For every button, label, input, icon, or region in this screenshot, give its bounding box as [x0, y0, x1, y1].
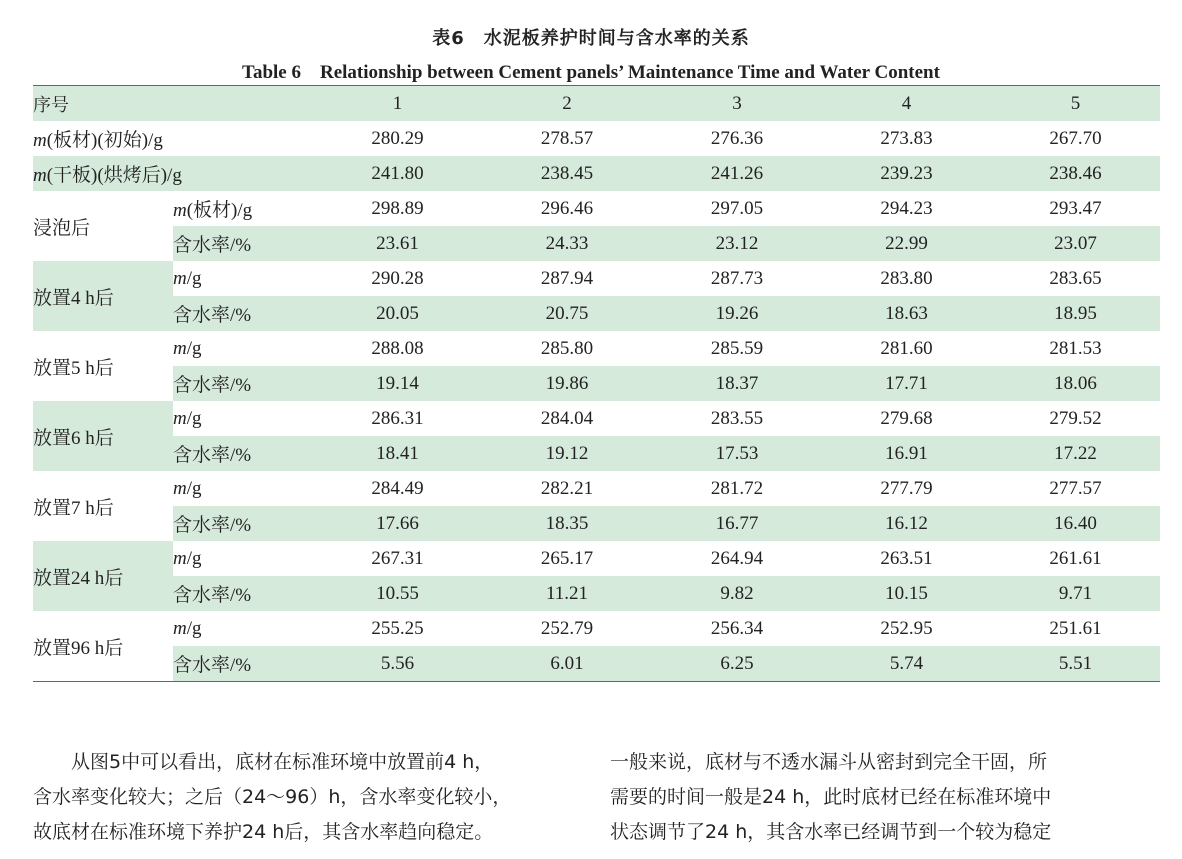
table-cell: 288.08	[371, 337, 424, 359]
row-label-symbol: m	[33, 165, 47, 186]
table-row	[33, 471, 1160, 506]
table-row	[33, 646, 1160, 682]
sub-label	[173, 471, 313, 506]
table-cell: 294.23	[880, 197, 933, 219]
table-cell: 282.21	[540, 477, 594, 499]
sub-label	[173, 261, 313, 296]
sub-label-text: /g	[186, 547, 202, 569]
table-cell: 297.05	[710, 197, 764, 219]
table-cell: 9.71	[1058, 582, 1093, 604]
table-cell: 256.34	[710, 617, 764, 639]
table-row	[33, 226, 1160, 261]
sub-label	[173, 541, 313, 576]
table-cell: 19.26	[715, 302, 759, 324]
table-cell: 267.31	[371, 547, 424, 569]
table-cell: 277.57	[1049, 477, 1102, 499]
table-row	[33, 611, 1160, 646]
table-cell: 273.83	[880, 127, 933, 149]
sub-label-symbol: m	[173, 267, 187, 289]
table-cell: 252.79	[540, 617, 594, 639]
text-line: 状态调节了24 h，其含水率已经调节到一个较为稳定	[610, 821, 1052, 843]
header-col: 2	[562, 92, 572, 114]
table-cell: 10.55	[376, 582, 419, 604]
table-cell: 252.95	[880, 617, 933, 639]
group-label: 放置4 h后	[33, 261, 173, 331]
table-cell: 283.55	[710, 407, 764, 429]
table-row	[33, 541, 1160, 576]
table-cell: 20.75	[545, 302, 589, 324]
table-cell: 238.45	[540, 162, 594, 184]
table-row	[33, 296, 1160, 331]
table-cell: 267.70	[1049, 127, 1102, 149]
table-cell: 20.05	[376, 302, 419, 324]
table-body	[33, 121, 1160, 682]
table-cell: 241.80	[371, 162, 424, 184]
sub-label	[173, 191, 313, 226]
table-cell: 281.72	[710, 477, 764, 499]
text-line: 含水率变化较大；之后（24～96）h，含水率变化较小，	[33, 786, 512, 808]
header-col: 1	[392, 92, 403, 114]
body-paragraph-right	[610, 745, 1165, 850]
table-cell: 22.99	[885, 232, 928, 254]
table-cell: 19.12	[545, 442, 589, 464]
table-row	[33, 506, 1160, 541]
sub-label-symbol: m	[173, 547, 187, 569]
table-cell: 281.53	[1049, 337, 1102, 359]
table-cell: 6.25	[720, 652, 754, 674]
header-col: 3	[732, 92, 742, 114]
table-cell: 11.21	[545, 582, 589, 604]
sub-label-symbol: m	[173, 477, 187, 499]
sub-label	[173, 611, 313, 646]
table-title-chinese: 表6 水泥板养护时间与含水率的关系	[432, 28, 750, 49]
group-label: 放置24 h后	[33, 541, 173, 611]
table-cell: 287.73	[710, 267, 764, 289]
table-cell: 283.80	[880, 267, 933, 289]
table-row	[33, 121, 1160, 156]
sub-label-symbol: m	[173, 407, 187, 429]
group-label: 放置96 h后	[33, 637, 124, 659]
table-cell: 284.49	[371, 477, 424, 499]
table-cell: 285.59	[710, 337, 764, 359]
table-cell: 296.46	[540, 197, 594, 219]
table-cell: 287.94	[540, 267, 594, 289]
row-label-symbol: m	[33, 130, 47, 151]
table-cell: 251.61	[1049, 617, 1102, 639]
table-cell: 279.52	[1049, 407, 1102, 429]
table-cell: 263.51	[880, 547, 933, 569]
sub-label: 含水率/%	[173, 585, 252, 606]
row-label-text: (干板)(烘烤后)/g	[46, 165, 182, 186]
table-cell: 10.15	[885, 582, 928, 604]
group-label: 浸泡后	[33, 217, 91, 239]
table-cell: 17.53	[715, 442, 759, 464]
table-cell: 23.61	[376, 232, 419, 254]
table-cell: 265.17	[540, 547, 594, 569]
sub-label: 含水率/%	[173, 445, 252, 466]
row-label	[33, 121, 313, 156]
header-col: 4	[901, 92, 912, 114]
table-cell: 283.65	[1049, 267, 1102, 289]
sub-label-symbol: m	[173, 200, 187, 221]
table-row	[33, 156, 1160, 191]
sub-label	[173, 401, 313, 436]
table-cell: 18.63	[885, 302, 928, 324]
table-cell: 9.82	[720, 582, 754, 604]
table-cell: 19.14	[376, 372, 419, 394]
sub-label: 含水率/%	[173, 655, 252, 676]
table-cell: 23.12	[715, 232, 759, 254]
table-cell: 23.07	[1054, 232, 1097, 254]
table-cell: 18.41	[376, 442, 419, 464]
body-paragraph-left	[33, 745, 593, 850]
table-cell: 6.01	[550, 652, 584, 674]
table-cell: 276.36	[710, 127, 764, 149]
table-title-english: Table 6 Relationship between Cement panels’ Maintenance Time and Water Content	[242, 62, 940, 83]
table-cell: 17.71	[885, 372, 928, 394]
table-cell: 281.60	[880, 337, 933, 359]
table-cell: 5.56	[380, 652, 415, 674]
table-cell: 18.37	[715, 372, 759, 394]
table-cell: 5.74	[889, 652, 924, 674]
table-cell: 264.94	[710, 547, 764, 569]
text-line: 从图5中可以看出，底材在标准环境中放置前4 h，	[71, 751, 494, 773]
table-cell: 238.46	[1049, 162, 1102, 184]
table-header-row	[33, 86, 1160, 122]
table-cell: 16.40	[1054, 512, 1097, 534]
table-cell: 298.89	[371, 197, 424, 219]
table-cell: 285.80	[540, 337, 594, 359]
table-cell: 277.79	[880, 477, 933, 499]
sub-label-text: /g	[186, 477, 202, 499]
table-cell: 284.04	[540, 407, 594, 429]
table-row	[33, 576, 1160, 611]
table-row	[33, 331, 1160, 366]
table-cell: 17.22	[1054, 442, 1097, 464]
table-cell: 17.66	[376, 512, 419, 534]
table-cell: 16.12	[885, 512, 928, 534]
group-label: 放置5 h后	[33, 357, 114, 379]
header-label: 序号	[33, 94, 69, 116]
sub-label-text: /g	[186, 337, 202, 359]
text-line: 故底材在标准环境下养护24 h后，其含水率趋向稳定。	[33, 821, 494, 843]
sub-label: 含水率/%	[173, 515, 252, 536]
sub-label-text: /g	[186, 267, 202, 289]
header-col: 5	[1070, 92, 1081, 114]
sub-label-text: /g	[186, 617, 202, 639]
table-cell: 16.77	[715, 512, 759, 534]
sub-label: 含水率/%	[173, 305, 252, 326]
table-cell: 278.57	[540, 127, 594, 149]
table-row	[33, 366, 1160, 401]
table-cell: 255.25	[371, 617, 424, 639]
sub-label-text: (板材)/g	[186, 200, 253, 221]
table-cell: 24.33	[545, 232, 589, 254]
table-row	[33, 401, 1160, 436]
table-cell: 293.47	[1049, 197, 1102, 219]
table-cell: 19.86	[545, 372, 589, 394]
group-label: 放置6 h后	[33, 401, 173, 471]
table-cell: 241.26	[710, 162, 764, 184]
table-cell: 261.61	[1049, 547, 1102, 569]
table-cell: 279.68	[880, 407, 933, 429]
sub-label: 含水率/%	[173, 235, 252, 256]
sub-label-symbol: m	[173, 617, 187, 639]
sub-label-text: /g	[186, 407, 202, 429]
data-table	[33, 85, 1160, 682]
table-cell: 239.23	[880, 162, 933, 184]
text-line: 一般来说，底材与不透水漏斗从密封到完全干固，所	[610, 751, 1048, 773]
row-label-text: (板材)(初始)/g	[46, 130, 163, 151]
table-cell: 290.28	[371, 267, 424, 289]
group-label: 放置7 h后	[33, 497, 114, 519]
text-line: 需要的时间一般是24 h，此时底材已经在标准环境中	[610, 786, 1052, 808]
table-row	[33, 261, 1160, 296]
table-cell: 18.06	[1054, 372, 1097, 394]
row-label	[33, 156, 313, 191]
table-cell: 18.35	[545, 512, 589, 534]
table-cell: 16.91	[885, 442, 928, 464]
table-cell: 18.95	[1054, 302, 1097, 324]
table-row	[33, 191, 1160, 226]
sub-label	[173, 331, 313, 366]
table-cell: 5.51	[1058, 652, 1093, 674]
table-cell: 280.29	[371, 127, 424, 149]
sub-label: 含水率/%	[173, 375, 252, 396]
sub-label-symbol: m	[173, 337, 187, 359]
table-cell: 286.31	[371, 407, 424, 429]
table-row	[33, 436, 1160, 471]
